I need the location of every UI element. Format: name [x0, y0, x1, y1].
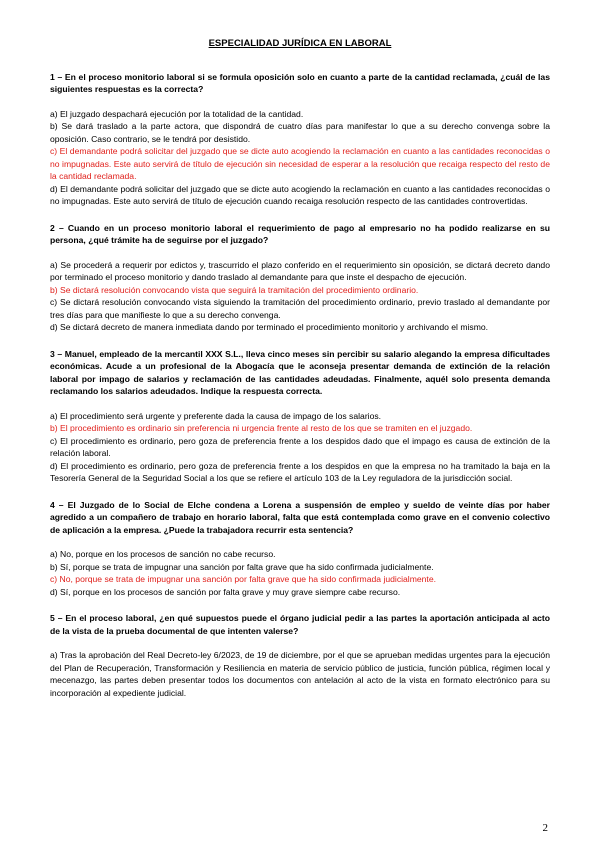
option-a: a) Se procederá a requerir por edictos y, trascurrido el plazo conferido en el requerimiento sin oposición, se dictará decreto dando por terminado el proceso monitorio y dando traslado al demandante para que inste el despacho de ejecución.: [50, 259, 550, 282]
question-4: [50, 499, 550, 599]
option-c: c) El procedimiento es ordinario, pero goza de preferencia frente a los despidos dado que el impago es causa de extinción de la relación laboral.: [50, 435, 550, 458]
option-b: b) Se dará traslado a la parte actora, que dispondrá de cuatro días para manifestar lo que a su derecho convenga sobre la oposición. Caso contrario, se le tendrá por desistido.: [50, 121, 550, 144]
question-text: 5 – En el proceso laboral, ¿en qué supuestos puede el órgano judicial pedir a las partes la aportación anticipada al acto de la vista de la prueba documental de que intenten valerse?: [50, 613, 550, 636]
option-d: d) Se dictará decreto de manera inmediata dando por terminado el procedimiento monitorio y archivando el mismo.: [50, 322, 489, 332]
option-d: d) El demandante podrá solicitar del juzgado que se dicte auto acogiendo la reclamación en cuanto a las cantidades reconocidas o no impugnadas. Este auto servirá de título de ejecución cuando recaiga resolución respecto de las cantidades controvertidas.: [50, 183, 550, 206]
question-1: [50, 71, 550, 208]
question-text: 3 – Manuel, empleado de la mercantil XXX S.L., lleva cinco meses sin percibir su salario alegando la empresa dificultades económicas. Acude a un profesional de la Abogacía que le aconseja presentar demanda de extinción de la relación laboral por impago de salarios y reclamación de las cantidades adeudadas. Finalmente, aquél solo presenta demanda reclamando los salarios adeudados. Indique la respuesta correcta.: [50, 348, 550, 396]
question-text: 1 – En el proceso monitorio laboral si se formula oposición solo en cuanto a parte de la cantidad reclamada, ¿cuál de las siguientes respuestas es la correcta?: [50, 71, 550, 94]
option-d: d) El procedimiento es ordinario, pero goza de preferencia frente a los despidos en que la empresa no ha tramitado la baja en la Tesorería General de la Seguridad Social a los que se refiere el artículo 103 de la Ley reguladora de la jurisdicción social.: [50, 460, 550, 483]
option-b-correct: b) El procedimiento es ordinario sin preferencia ni urgencia frente al resto de los que se tramiten en el juzgado.: [50, 423, 473, 433]
option-a: a) El juzgado despachará ejecución por la totalidad de la cantidad.: [50, 108, 304, 119]
option-a: a) El procedimiento será urgente y preferente dada la causa de impago de los salarios.: [50, 410, 382, 421]
option-c: c) Se dictará resolución convocando vista siguiendo la tramitación del procedimiento ordinario, previo traslado al demandante por tres días para que manifieste lo que a su derecho convenga.: [50, 297, 550, 320]
question-2: [50, 222, 550, 334]
question-text: 4 – El Juzgado de lo Social de Elche condena a Lorena a suspensión de empleo y sueldo de veinte días por haber agredido a un compañero de trabajo en horario laboral, falta que está contemplada como grave en el convenio colectivo de aplicación a la empresa. ¿Puede la trabajadora recurrir esta sentencia?: [50, 499, 550, 535]
option-c-correct: c) No, porque se trata de impugnar una sanción por falta grave que ha sido confirmada judicialmente.: [50, 574, 436, 584]
option-d: d) Sí, porque en los procesos de sanción por falta grave y muy grave siempre cabe recurso.: [50, 586, 401, 597]
option-a: a) No, porque en los procesos de sanción no cabe recurso.: [50, 549, 276, 559]
option-b-correct: b) Se dictará resolución convocando vista que seguirá la tramitación del procedimiento ordinario.: [50, 284, 419, 295]
document-title: ESPECIALIDAD JURÍDICA EN LABORAL: [208, 38, 392, 49]
question-text: 2 – Cuando en un proceso monitorio laboral el requerimiento de pago al empresario no ha podido realizarse en su persona, ¿qué trámite ha de seguirse por el juzgado?: [50, 222, 550, 245]
document-body: [50, 38, 550, 713]
option-a: a) Tras la aprobación del Real Decreto-ley 6/2023, de 19 de diciembre, por el que se aprueban medidas urgentes para la ejecución del Plan de Recuperación, Transformación y Resiliencia en materia de servicio público de justicia, función pública, régimen local y mecenazgo, las partes deben presentar todos los documentos con antelación al acto de la vista en formato electrónico para su incorporación al expediente judicial.: [50, 650, 550, 698]
page-number: 2: [542, 822, 548, 834]
question-3: [50, 348, 550, 485]
option-c-correct: c) El demandante podrá solicitar del juzgado que se dicte auto acogiendo la reclamación en cuanto a las cantidades reconocidas o no impugnadas. Este auto servirá de título de ejecución sin necesidad de esperar a la resolución que recaiga respecto del resto de la cantidad reclamada.: [50, 146, 550, 181]
option-b: b) Sí, porque se trata de impugnar una sanción por falta grave que ha sido confirmada judicialmente.: [50, 561, 434, 572]
question-5: [50, 612, 550, 699]
